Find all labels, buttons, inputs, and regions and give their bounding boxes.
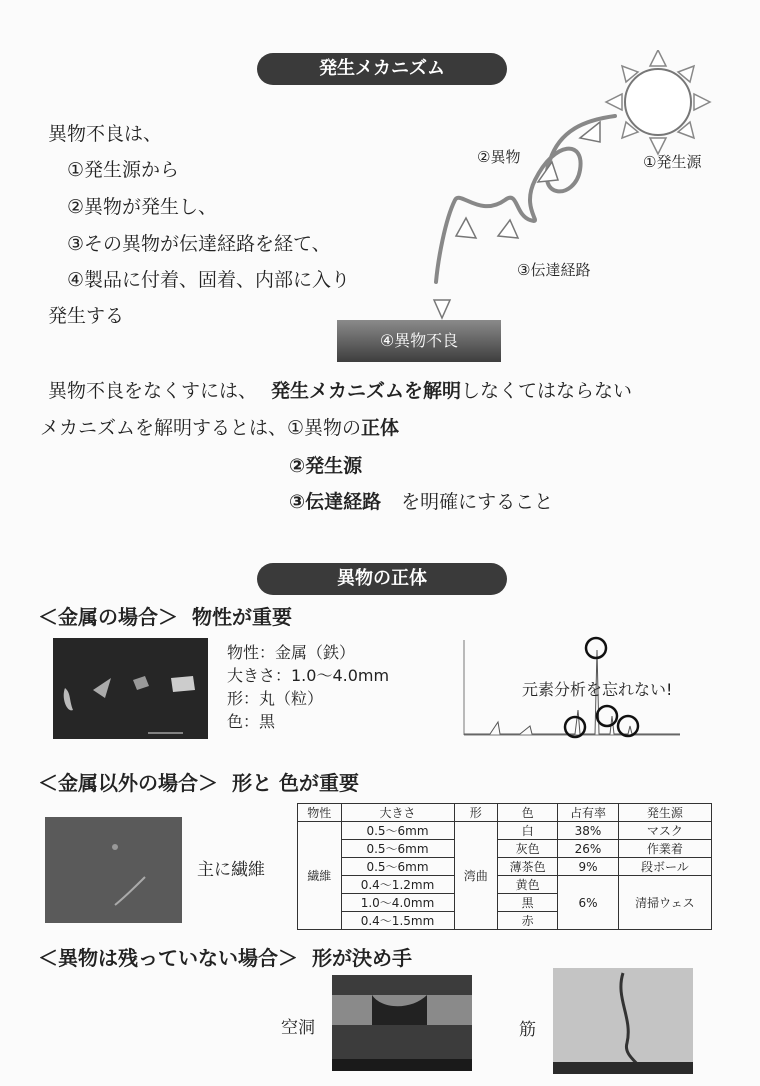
col-header: 色 [498, 804, 558, 822]
cell-color: 黒 [498, 894, 558, 912]
void-label: 空洞 [281, 1018, 315, 1038]
cell-color: 白 [498, 822, 558, 840]
fiber-table [297, 803, 712, 930]
section-pill-mechanism: 発生メカニズム [257, 53, 507, 85]
intro-line: ①発生源から [67, 159, 180, 181]
metal-photo [53, 638, 208, 739]
section-pill-identity: 異物の正体 [257, 563, 507, 595]
col-header: 物性 [298, 804, 342, 822]
cell-size: 0.4〜1.5mm [341, 912, 454, 930]
cell-size: 0.4〜1.2mm [341, 876, 454, 894]
col-header: 大きさ [341, 804, 454, 822]
table-header-row [298, 804, 712, 822]
intro-line: ②異物が発生し、 [67, 196, 218, 218]
defect-box: ④異物不良 [337, 320, 501, 362]
conclusion-line-3: ②発生源 [289, 455, 363, 477]
cell-size: 0.5〜6mm [341, 840, 454, 858]
fiber-photo [45, 817, 182, 923]
table-row [298, 876, 712, 894]
col-header: 形 [454, 804, 498, 822]
conclusion-line-4: ③伝達経路 を明確にすること [289, 491, 554, 513]
fiber-label: 主に繊維 [197, 860, 265, 880]
col-header: 占有率 [558, 804, 618, 822]
cell-color: 黄色 [498, 876, 558, 894]
cell-size: 1.0〜4.0mm [341, 894, 454, 912]
cell-color: 薄茶色 [498, 858, 558, 876]
cell-color: 赤 [498, 912, 558, 930]
cell-shape: 湾曲 [454, 822, 498, 930]
conclusion-line-2: メカニズムを解明するとは、①異物の正体 [40, 417, 400, 439]
cell-size: 0.5〜6mm [341, 858, 454, 876]
noremain-heading: ＜異物は残っていない場合＞ 形が決め手 [38, 946, 412, 970]
metal-prop-line: 大きさ：1.0〜4.0mm [227, 666, 390, 685]
table-row [298, 822, 712, 840]
cell-source: マスク [618, 822, 711, 840]
streak-label: 筋 [519, 1020, 536, 1040]
nonmetal-heading: ＜金属以外の場合＞ 形と 色が重要 [38, 771, 359, 795]
label-path: ③伝達経路 [517, 261, 591, 279]
conclusion-line-1: 異物不良をなくすには、 発生メカニズムを解明しなくてはならない [48, 380, 633, 402]
void-photo [332, 975, 472, 1071]
cell-color: 灰色 [498, 840, 558, 858]
cell-rate: 38% [558, 822, 618, 840]
metal-prop-line: 形：丸（粒） [227, 689, 324, 708]
cell-source: 清掃ウェス [618, 876, 711, 930]
streak-photo [553, 968, 693, 1074]
label-source: ①発生源 [643, 153, 702, 171]
transfer-path [436, 116, 615, 282]
cell-rate: 6% [558, 876, 618, 930]
label-foreign: ②異物 [477, 148, 521, 166]
cell-rate: 9% [558, 858, 618, 876]
cell-source: 段ボール [618, 858, 711, 876]
intro-line: 異物不良は、 [48, 123, 163, 145]
metal-prop-line: 物性：金属（鉄） [227, 643, 356, 662]
cell-source: 作業着 [618, 840, 711, 858]
cell-rate: 26% [558, 840, 618, 858]
intro-line: ④製品に付着、固着、内部に入り [67, 269, 351, 291]
intro-line: ③その異物が伝達経路を経て、 [67, 233, 331, 255]
table-row [298, 840, 712, 858]
intro-line: 発生する [48, 305, 125, 327]
cell-size: 0.5〜6mm [341, 822, 454, 840]
metal-prop-line: 色：黒 [227, 712, 276, 731]
element-analysis-note: 元素分析を忘れない! [522, 680, 673, 699]
col-header: 発生源 [618, 804, 711, 822]
table-row [298, 858, 712, 876]
cell-material: 繊維 [298, 822, 342, 930]
sun-icon [606, 50, 710, 154]
metal-heading: ＜金属の場合＞ 物性が重要 [38, 605, 292, 629]
